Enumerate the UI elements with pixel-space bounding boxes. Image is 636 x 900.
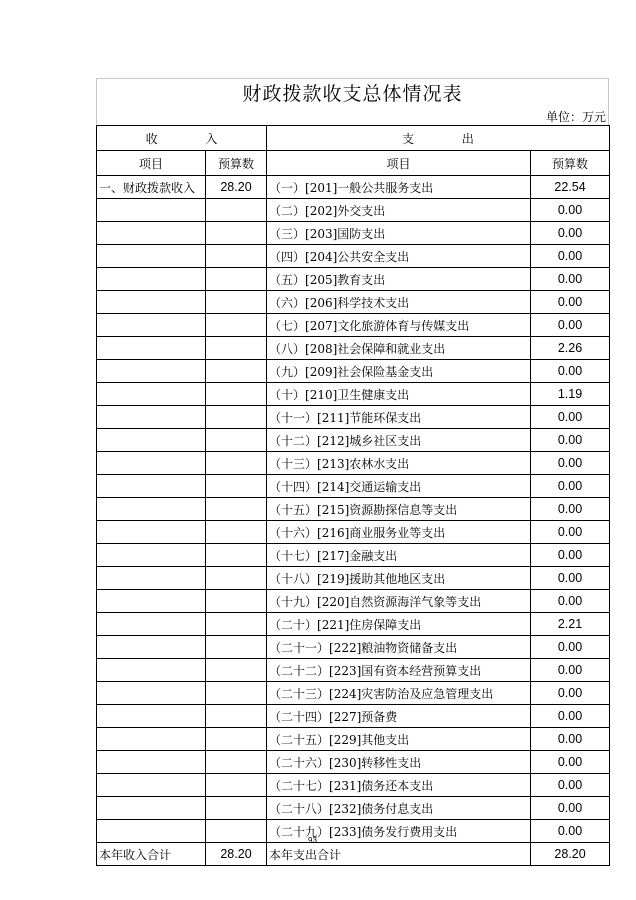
group-header-row <box>97 126 610 151</box>
income-item-label <box>97 544 206 567</box>
income-item-value <box>206 728 267 751</box>
income-item-value <box>206 567 267 590</box>
table-row <box>97 820 610 843</box>
expense-item-label: （二十一）[222]粮油物资储备支出 <box>267 636 531 659</box>
expense-item-label: （十二）[212]城乡社区支出 <box>267 429 531 452</box>
table-row <box>97 291 610 314</box>
income-item-label <box>97 383 206 406</box>
income-item-header: 项目 <box>97 151 206 176</box>
expense-item-label: （二十五）[229]其他支出 <box>267 728 531 751</box>
table-row <box>97 751 610 774</box>
table-row <box>97 728 610 751</box>
expense-total-value: 28.20 <box>531 843 610 866</box>
income-item-value <box>206 383 267 406</box>
expense-item-label: （四）[204]公共安全支出 <box>267 245 531 268</box>
expense-item-label: （十八）[219]援助其他地区支出 <box>267 567 531 590</box>
income-item-label <box>97 774 206 797</box>
expense-item-value: 2.21 <box>531 613 610 636</box>
expense-item-value: 0.00 <box>531 406 610 429</box>
budget-table <box>96 125 610 866</box>
unit-label: 单位：万元 <box>96 109 609 125</box>
income-item-label <box>97 199 206 222</box>
expense-item-label: （二十八）[232]债务付息支出 <box>267 797 531 820</box>
income-item-label <box>97 475 206 498</box>
expense-item-value: 0.00 <box>531 475 610 498</box>
expense-item-value: 0.00 <box>531 728 610 751</box>
income-item-value <box>206 659 267 682</box>
income-item-value <box>206 245 267 268</box>
expense-item-label: （二十九）[233]债务发行费用支出 <box>267 820 531 843</box>
table-row <box>97 429 610 452</box>
table-row <box>97 314 610 337</box>
expense-item-header: 项目 <box>267 151 531 176</box>
table-row <box>97 659 610 682</box>
income-total-value: 28.20 <box>206 843 267 866</box>
income-item-label <box>97 268 206 291</box>
expense-item-label: （二十四）[227]预备费 <box>267 705 531 728</box>
expense-item-value: 2.26 <box>531 337 610 360</box>
table-row <box>97 498 610 521</box>
income-item-value <box>206 337 267 360</box>
income-item-label <box>97 751 206 774</box>
expense-total-label: 本年支出合计 <box>267 843 531 866</box>
table-row <box>97 705 610 728</box>
income-item-label <box>97 705 206 728</box>
income-item-value <box>206 291 267 314</box>
expense-item-label: （二十三）[224]灾害防治及应急管理支出 <box>267 682 531 705</box>
income-item-label <box>97 590 206 613</box>
budget-sheet <box>96 78 609 866</box>
income-item-value: 28.20 <box>206 176 267 199</box>
income-item-value <box>206 475 267 498</box>
expense-item-value: 0.00 <box>531 590 610 613</box>
income-item-value <box>206 682 267 705</box>
income-item-label <box>97 521 206 544</box>
income-item-value <box>206 222 267 245</box>
income-item-value <box>206 452 267 475</box>
income-item-label <box>97 314 206 337</box>
table-row <box>97 567 610 590</box>
expense-item-value: 0.00 <box>531 291 610 314</box>
expense-item-value: 0.00 <box>531 751 610 774</box>
expense-item-value: 1.19 <box>531 383 610 406</box>
page-title: 财政拨款收支总体情况表 <box>96 78 609 109</box>
expense-item-label: （一）[201]一般公共服务支出 <box>267 176 531 199</box>
income-item-label <box>97 728 206 751</box>
table-row <box>97 797 610 820</box>
page-number: 93 <box>308 836 317 845</box>
table-row <box>97 268 610 291</box>
expense-item-label: （十六）[216]商业服务业等支出 <box>267 521 531 544</box>
expense-group-header: 支 出 <box>267 126 610 151</box>
expense-item-value: 0.00 <box>531 498 610 521</box>
expense-item-value: 0.00 <box>531 521 610 544</box>
expense-item-label: （十七）[217]金融支出 <box>267 544 531 567</box>
expense-budget-header: 预算数 <box>531 151 610 176</box>
expense-item-value: 0.00 <box>531 222 610 245</box>
table-row <box>97 682 610 705</box>
expense-item-value: 0.00 <box>531 544 610 567</box>
income-item-label <box>97 567 206 590</box>
table-row <box>97 406 610 429</box>
table-row <box>97 199 610 222</box>
expense-item-value: 0.00 <box>531 774 610 797</box>
expense-item-label: （十三）[213]农林水支出 <box>267 452 531 475</box>
expense-item-label: （九）[209]社会保险基金支出 <box>267 360 531 383</box>
expense-item-label: （六）[206]科学技术支出 <box>267 291 531 314</box>
expense-item-label: （二十）[221]住房保障支出 <box>267 613 531 636</box>
income-item-label <box>97 360 206 383</box>
table-row <box>97 636 610 659</box>
table-row <box>97 544 610 567</box>
expense-item-value: 0.00 <box>531 199 610 222</box>
income-item-value <box>206 314 267 337</box>
expense-item-label: （十四）[214]交通运输支出 <box>267 475 531 498</box>
income-item-value <box>206 751 267 774</box>
expense-item-label: （七）[207]文化旅游体育与传媒支出 <box>267 314 531 337</box>
income-total-label: 本年收入合计 <box>97 843 206 866</box>
income-item-label <box>97 406 206 429</box>
expense-item-label: （二十七）[231]债务还本支出 <box>267 774 531 797</box>
income-item-value <box>206 797 267 820</box>
table-row <box>97 383 610 406</box>
income-item-label <box>97 820 206 843</box>
income-item-value <box>206 774 267 797</box>
income-item-value <box>206 820 267 843</box>
table-row <box>97 452 610 475</box>
expense-item-value: 0.00 <box>531 245 610 268</box>
income-item-label <box>97 245 206 268</box>
expense-item-value: 0.00 <box>531 659 610 682</box>
income-group-header: 收 入 <box>97 126 267 151</box>
income-item-label <box>97 452 206 475</box>
table-row <box>97 337 610 360</box>
income-item-value <box>206 429 267 452</box>
income-item-label <box>97 337 206 360</box>
income-item-label <box>97 682 206 705</box>
expense-item-value: 0.00 <box>531 797 610 820</box>
income-item-label: 一、财政拨款收入 <box>97 176 206 199</box>
expense-item-value: 22.54 <box>531 176 610 199</box>
expense-item-label: （十九）[220]自然资源海洋气象等支出 <box>267 590 531 613</box>
column-header-row <box>97 151 610 176</box>
expense-item-value: 0.00 <box>531 314 610 337</box>
income-item-label <box>97 613 206 636</box>
expense-item-value: 0.00 <box>531 682 610 705</box>
expense-item-value: 0.00 <box>531 360 610 383</box>
expense-item-value: 0.00 <box>531 705 610 728</box>
expense-item-label: （三）[203]国防支出 <box>267 222 531 245</box>
expense-item-value: 0.00 <box>531 567 610 590</box>
income-item-value <box>206 544 267 567</box>
income-item-value <box>206 521 267 544</box>
income-item-label <box>97 498 206 521</box>
income-item-value <box>206 705 267 728</box>
table-row <box>97 176 610 199</box>
table-row <box>97 222 610 245</box>
expense-item-label: （八）[208]社会保障和就业支出 <box>267 337 531 360</box>
expense-item-label: （五）[205]教育支出 <box>267 268 531 291</box>
expense-item-label: （十五）[215]资源勘探信息等支出 <box>267 498 531 521</box>
income-item-value <box>206 590 267 613</box>
income-item-label <box>97 429 206 452</box>
expense-item-value: 0.00 <box>531 429 610 452</box>
income-item-value <box>206 268 267 291</box>
expense-item-value: 0.00 <box>531 452 610 475</box>
expense-item-value: 0.00 <box>531 820 610 843</box>
expense-item-label: （十一）[211]节能环保支出 <box>267 406 531 429</box>
table-row <box>97 360 610 383</box>
income-item-label <box>97 636 206 659</box>
income-item-label <box>97 222 206 245</box>
income-item-value <box>206 406 267 429</box>
expense-item-label: （二十二）[223]国有资本经营预算支出 <box>267 659 531 682</box>
income-item-value <box>206 199 267 222</box>
expense-item-label: （二十六）[230]转移性支出 <box>267 751 531 774</box>
expense-item-label: （十）[210]卫生健康支出 <box>267 383 531 406</box>
table-row <box>97 613 610 636</box>
income-item-value <box>206 636 267 659</box>
table-row <box>97 245 610 268</box>
expense-item-label: （二）[202]外交支出 <box>267 199 531 222</box>
income-item-label <box>97 659 206 682</box>
income-item-value <box>206 360 267 383</box>
income-item-value <box>206 613 267 636</box>
income-item-label <box>97 291 206 314</box>
table-row <box>97 774 610 797</box>
income-budget-header: 预算数 <box>206 151 267 176</box>
income-item-value <box>206 498 267 521</box>
table-row <box>97 475 610 498</box>
totals-row <box>97 843 610 866</box>
expense-item-value: 0.00 <box>531 268 610 291</box>
table-row <box>97 590 610 613</box>
expense-item-value: 0.00 <box>531 636 610 659</box>
income-item-label <box>97 797 206 820</box>
table-row <box>97 521 610 544</box>
